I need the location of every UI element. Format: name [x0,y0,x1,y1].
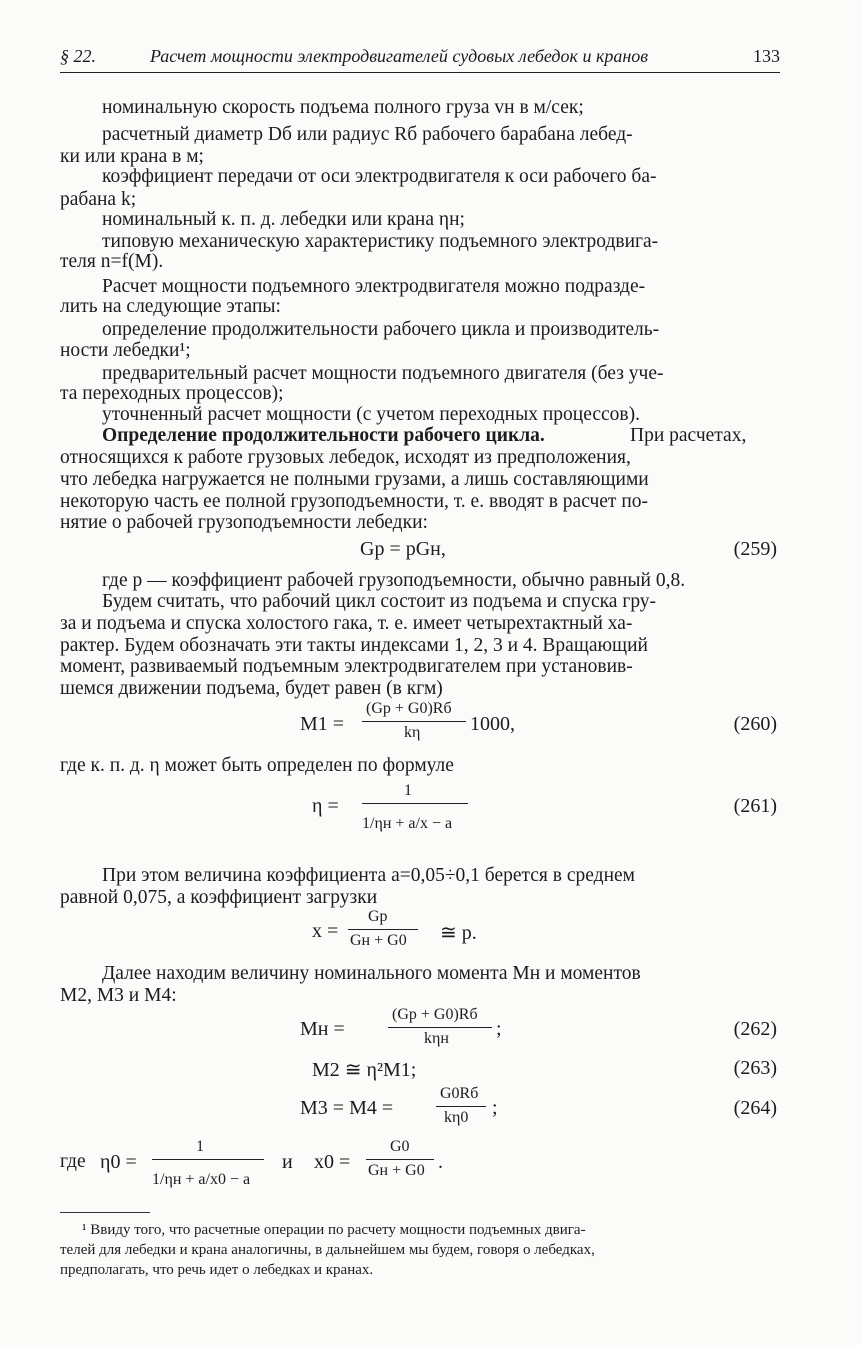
equation-number: (262) [733,1018,777,1040]
equation-260-tail: 1000, [470,713,515,735]
text-line: относящихся к работе грузовых лебедок, исходят из предположения, [60,447,631,468]
section-heading: Определение продолжительности рабочего цикла. [102,425,545,446]
running-header [60,46,780,73]
text-line: При этом величина коэффициента a=0,05÷0,1 берется в среднем [102,865,636,886]
equation-x0-numerator: G0 [390,1138,410,1155]
text-line: равной 0,075, а коэффициент загрузки [60,887,378,908]
equation-264-lhs: M3 = M4 = [300,1097,394,1119]
equation-263: M2 ≅ η²M1; [312,1059,417,1081]
text-line: номинальную скорость подъема полного груза vн в м/сек; [102,97,584,118]
equation-eta0-numerator: 1 [196,1138,204,1155]
equation-262-lhs: Mн = [300,1018,345,1040]
text-line: расчетный диаметр Dб или радиус Rб рабочего барабана лебед- [102,124,633,145]
equation-262-denominator: kηн [424,1030,449,1047]
equation-264-denominator: kη0 [444,1109,469,1126]
footnote-rule [60,1212,150,1213]
equation-eta0-lhs: η0 = [100,1151,137,1173]
equation-number: (261) [733,795,777,817]
text-line: определение продолжительности рабочего цикла и производитель- [102,319,660,340]
equation-x-lhs: x = [312,920,339,942]
text-line: Будем считать, что рабочий цикл состоит из подъема и спуска гру- [102,591,657,612]
equation-260-lhs: M1 = [300,713,345,735]
equation-number: (259) [733,538,777,560]
text-line: та переходных процессов); [60,383,284,404]
fraction-bar [362,803,468,804]
equation-x-numerator: Gр [368,908,388,925]
fraction-bar [362,721,466,722]
conjunction-and: и [282,1151,293,1173]
text-line: теля n=f(M). [60,251,164,272]
text-line: номинальный к. п. д. лебедки или крана ηн; [102,209,465,230]
text-line: некоторую часть ее полной грузоподъемности, т. е. вводят в расчет по- [60,491,649,512]
equation-264-tail: ; [492,1097,498,1119]
text-line: где [60,1151,86,1172]
equation-number: (260) [733,713,777,735]
footnote-line: телей для лебедки и крана аналогичны, в дальнейшем мы будем, говоря о лебедках, [60,1242,595,1258]
text-line: Расчет мощности подъемного электродвигателя можно подразде- [102,276,646,297]
section-number: § 22. [60,46,96,66]
running-title: Расчет мощности электродвигателей судовых лебедок и кранов [150,46,649,66]
text-line: момент, развиваемый подъемным электродвигателем при установив- [60,656,633,677]
equation-x0-lhs: x0 = [314,1151,351,1173]
text-line: где к. п. д. η может быть определен по формуле [60,755,454,776]
fraction-bar [436,1106,486,1107]
text-line: ности лебедки¹; [60,340,191,361]
text-line: При расчетах, [630,425,747,446]
fraction-bar [388,1027,492,1028]
equation-259: Gр = pGн, [360,538,446,560]
equation-262-numerator: (Gр + G0)Rб [392,1006,478,1023]
fraction-bar [348,929,418,930]
page-number: 133 [753,46,780,66]
footnote-line: предполагать, что речь идет о лебедках и кранах. [60,1262,374,1278]
text-line: уточненный расчет мощности (с учетом переходных процессов). [102,404,640,425]
equation-260-numerator: (Gр + G0)Rб [366,700,452,717]
text-line: ки или крана в м; [60,146,204,167]
text-line: M2, M3 и M4: [60,985,177,1006]
text-line: типовую механическую характеристику подъемного электродвига- [102,231,659,252]
text-line: лить на следующие этапы: [60,296,281,317]
equation-261-numerator: 1 [404,782,412,799]
text-line: где p — коэффициент рабочей грузоподъемности, обычно равный 0,8. [102,570,686,591]
text-line: что лебедка нагружается не полными грузами, а лишь составляющими [60,469,649,490]
text-line: шемся движении подъема, будет равен (в кгм) [60,678,443,699]
fraction-bar [366,1159,434,1160]
footnote-line: ¹ Ввиду того, что расчетные операции по расчету мощности подъемных двига- [82,1222,586,1238]
equation-261-lhs: η = [312,795,339,817]
equation-261-denominator: 1/ηн + a/x − a [362,815,453,832]
equation-x0-tail: . [438,1151,443,1173]
text-line: рабана k; [60,189,137,210]
text-line: коэффициент передачи от оси электродвигателя к оси рабочего ба- [102,166,657,187]
equation-262-tail: ; [496,1018,502,1040]
equation-x0-denominator: Gн + G0 [368,1162,425,1179]
fraction-bar [152,1159,264,1160]
equation-number: (264) [733,1097,777,1119]
equation-264-numerator: G0Rб [440,1085,479,1102]
equation-number: (263) [733,1057,777,1079]
equation-260-denominator: kη [404,724,421,741]
equation-x-denominator: Gн + G0 [350,932,407,949]
text-line: рактер. Будем обозначать эти такты индексами 1, 2, 3 и 4. Вращающий [60,635,648,656]
equation-eta0-denominator: 1/ηн + a/x0 − a [152,1171,251,1188]
text-line: предварительный расчет мощности подъемного двигателя (без уче- [102,363,664,384]
text-line: Далее находим величину номинального момента Mн и моментов [102,963,641,984]
text-line: за и подъема и спуска холостого гака, т. е. имеет четырехтактный ха- [60,613,633,634]
text-line: нятие о рабочей грузоподъемности лебедки: [60,512,428,533]
equation-x-tail: ≅ p. [440,922,477,944]
